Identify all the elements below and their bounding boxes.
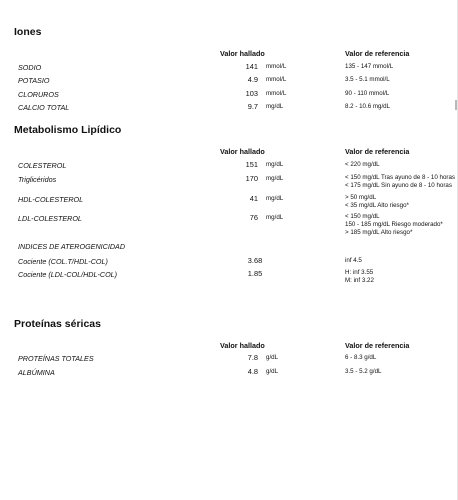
row-value-colesterol: 151 (245, 160, 258, 169)
row-ref-cociente-colt-hdl: inf 4.5 (345, 257, 362, 264)
section-title-iones: Iones (14, 26, 42, 38)
row-name-ldl: LDL-COLESTEROL (18, 214, 82, 223)
row-unit-ldl: mg/dL (266, 214, 284, 221)
row-name-colesterol: COLESTEROL (18, 161, 67, 170)
row-ref-colesterol: < 220 mg/dL (345, 161, 380, 168)
col-header-value: Valor hallado (220, 49, 265, 58)
row-ref-hdl (345, 194, 409, 210)
ref-line: M: inf 3.22 (345, 277, 374, 285)
row-unit-colesterol: mg/dL (266, 161, 284, 168)
row-value-cociente-colt-hdl: 3.68 (247, 256, 263, 265)
row-value-cociente-ldl-hdl: 1.85 (247, 269, 263, 278)
row-value-hdl: 41 (249, 194, 258, 203)
ref-line: > 185 mg/dL Alto riesgo* (345, 229, 413, 237)
ref-line: < 150 mg/dL (345, 213, 380, 220)
row-unit-cloruros: mmol/L (266, 90, 287, 97)
row-ref-ldl (345, 213, 443, 238)
row-ref-calcio: 8.2 - 10.6 mg/dL (345, 103, 391, 110)
row-unit-trigliceridos: mg/dL (266, 175, 284, 182)
row-ref-albumina: 3.5 - 5.2 g/dL (345, 368, 382, 375)
row-name-cociente-ldl-hdl: Cociente (LDL-COL/HDL-COL) (18, 270, 118, 279)
row-name-cloruros: CLORUROS (18, 90, 59, 99)
row-name-hdl: HDL-COLESTEROL (18, 195, 84, 204)
col-header-reference: Valor de referencia (345, 341, 410, 350)
col-header-value: Valor hallado (220, 147, 265, 156)
ref-line: < 175 mg/dL Sin ayuno de 8 - 10 horas (345, 182, 452, 190)
row-value-proteinas-totales: 7.8 (247, 353, 258, 362)
col-header-reference: Valor de referencia (345, 49, 410, 58)
row-unit-sodio: mmol/L (266, 63, 287, 70)
col-header-reference: Valor de referencia (345, 147, 410, 156)
row-value-calcio: 9.7 (247, 102, 258, 111)
row-ref-sodio: 135 - 147 mmol/L (345, 63, 394, 70)
row-name-proteinas-totales: PROTEÍNAS TOTALES (18, 354, 94, 363)
col-header-value: Valor hallado (220, 341, 265, 350)
row-unit-hdl: mg/dL (266, 195, 284, 202)
row-value-cloruros: 103 (245, 89, 258, 98)
row-name-sodio: SODIO (18, 63, 42, 72)
aterogenicidad-label: INDICES DE ATEROGENICIDAD (18, 242, 126, 251)
ref-line: < 35 mg/dL Alto riesgo* (345, 202, 409, 210)
row-ref-cloruros: 90 - 110 mmol/L (345, 90, 390, 97)
ref-line: H: inf 3.55 (345, 269, 374, 276)
row-name-potasio: POTASIO (18, 76, 50, 85)
row-value-potasio: 4.9 (247, 75, 258, 84)
row-unit-calcio: mg/dL (266, 103, 284, 110)
row-value-sodio: 141 (245, 62, 258, 71)
row-name-cociente-colt-hdl: Cociente (COL.T/HDL-COL) (18, 257, 108, 266)
section-title-proteinas: Proteínas séricas (14, 318, 101, 330)
ref-line: 150 - 185 mg/dL Riesgo moderado* (345, 221, 443, 229)
row-ref-trigliceridos (345, 174, 455, 190)
row-ref-proteinas-totales: 6 - 8.3 g/dL (345, 354, 377, 361)
row-name-trigliceridos: Triglicéridos (18, 175, 57, 184)
row-value-trigliceridos: 170 (245, 174, 258, 183)
row-unit-potasio: mmol/L (266, 76, 287, 83)
ref-line: > 50 mg/dL (345, 194, 377, 201)
row-value-albumina: 4.8 (247, 367, 258, 376)
row-value-ldl: 76 (249, 213, 258, 222)
row-name-albumina: ALBÚMINA (18, 368, 55, 377)
row-ref-potasio: 3.5 - 5.1 mmol/L (345, 76, 390, 83)
ref-line: < 150 mg/dL Tras ayuno de 8 - 10 horas (345, 174, 456, 181)
row-ref-cociente-ldl-hdl (345, 269, 374, 285)
scroll-indicator[interactable] (455, 100, 457, 110)
row-unit-albumina: g/dL (266, 368, 279, 375)
row-name-calcio: CALCIO TOTAL (18, 103, 70, 112)
row-unit-proteinas-totales: g/dL (266, 354, 279, 361)
section-title-lipidico: Metabolismo Lipídico (14, 124, 122, 136)
